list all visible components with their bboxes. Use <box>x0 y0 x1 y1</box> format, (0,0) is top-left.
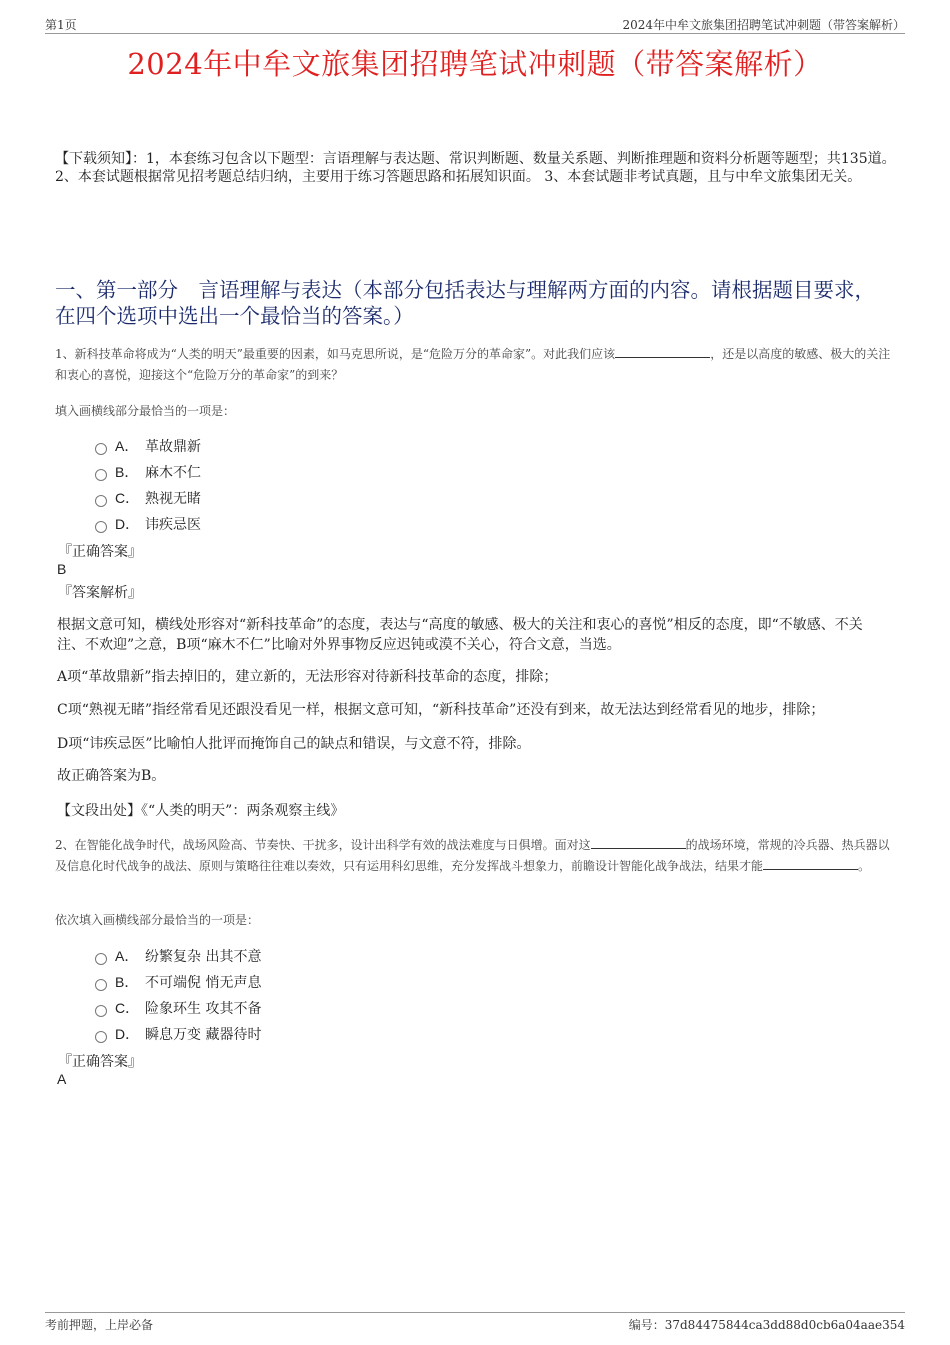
option-b[interactable] <box>95 459 201 485</box>
option-text: 险象环生 攻其不备 <box>145 1001 262 1017</box>
analysis-conclusion: 故正确答案为B。 <box>57 768 166 784</box>
radio-icon[interactable] <box>95 443 107 455</box>
radio-icon[interactable] <box>95 469 107 481</box>
option-letter: C． <box>115 1000 140 1016</box>
option-d[interactable] <box>95 511 201 537</box>
option-c[interactable] <box>95 995 261 1021</box>
option-text: 革故鼎新 <box>145 439 201 455</box>
question-2-instruction: 依次填入画横线部分最恰当的一项是： <box>55 913 260 927</box>
option-letter: B． <box>115 974 139 990</box>
footer-slogan: 考前押题，上岸必备 <box>45 1318 154 1332</box>
correct-answer-label: 『正确答案』 <box>58 1054 142 1070</box>
option-b[interactable] <box>95 969 261 995</box>
option-d[interactable] <box>95 1021 261 1047</box>
option-letter: D． <box>115 1026 140 1042</box>
radio-icon[interactable] <box>95 521 107 533</box>
text-source: 【文段出处】《“人类的明天”：两条观察主线》 <box>57 803 345 819</box>
question-2-stem-part-a: 2、在智能化战争时代，战场风险高、节奏快、干扰多，设计出科学有效的战法难度与日俱增。面对这 <box>55 838 591 852</box>
section-heading: 一、第一部分 言语理解与表达（本部分包括表达与理解两方面的内容。请根据题目要求，在四个选项中选出一个最恰当的答案。） <box>55 278 875 328</box>
answer-blank <box>763 857 858 870</box>
radio-icon[interactable] <box>95 1031 107 1043</box>
page-footer <box>45 1312 905 1332</box>
option-text: 麻木不仁 <box>145 465 201 481</box>
question-2-options <box>95 943 261 1047</box>
option-letter: A． <box>115 438 139 454</box>
question-1-stem-part-a: 1、新科技革命将成为“人类的明天”最重要的因素，如马克思所说，是“危险万分的革命家”。对此我们应该 <box>55 347 616 361</box>
document-title: 2024年中牟文旅集团招聘笔试冲刺题（带答案解析） <box>127 47 823 81</box>
radio-icon[interactable] <box>95 495 107 507</box>
page-number: 第1页 <box>45 18 77 32</box>
option-text: 瞬息万变 藏器待时 <box>145 1027 262 1043</box>
question-2-stem-part-b: 的战场环境，常规的冷兵器、热兵器以及信息化时代战争的战法、原则与策略往往难以奏效，只有运用科幻思维，充分发挥战斗想象力，前瞻设计智能化战争战法，结果才能 <box>55 838 890 873</box>
option-letter: B． <box>115 464 139 480</box>
option-a[interactable] <box>95 433 201 459</box>
correct-answer-label: 『正确答案』 <box>58 544 142 560</box>
option-a[interactable] <box>95 943 261 969</box>
download-notice: 【下载须知】：1，本套练习包含以下题型：言语理解与表达题、常识判断题、数量关系题、判断推理题和资料分析题等题型；共135道。 2、本套试题根据常见招考题总结归纳，主要用于练习答题思路和拓展知识面。 3、本套试题非考试真题，且与中牟文旅集团无关。 <box>55 151 896 185</box>
question-1-options <box>95 433 201 537</box>
option-text: 不可端倪 悄无声息 <box>145 975 262 991</box>
answer-blank <box>615 345 710 358</box>
option-text: 熟视无睹 <box>145 491 201 507</box>
header-doc-title: 2024年中牟文旅集团招聘笔试冲刺题（带答案解析） <box>622 18 905 32</box>
question-1-stem-part-b: ，还是以高度的敏感、极大的关注和衷心的喜悦，迎接这个“危险万分的革命家”的到来？ <box>55 347 891 382</box>
radio-icon[interactable] <box>95 979 107 991</box>
option-letter: C． <box>115 490 140 506</box>
option-text: 讳疾忌医 <box>145 517 201 533</box>
question-2-stem-part-c: 。 <box>858 859 871 873</box>
option-c[interactable] <box>95 485 201 511</box>
correct-answer: B <box>57 561 67 577</box>
answer-blank <box>591 836 686 849</box>
option-letter: A． <box>115 948 139 964</box>
question-2-stem <box>55 835 895 877</box>
document-id: 编号：37d84475844ca3dd88d0cb6a04aae354 <box>628 1318 905 1332</box>
option-letter: D． <box>115 516 140 532</box>
analysis-paragraph: A项“革故鼎新”指去掉旧的，建立新的，无法形容对待新科技革命的态度，排除； <box>57 669 558 685</box>
analysis-paragraph: C项“熟视无睹”指经常看见还跟没看见一样，根据文意可知，“新科技革命”还没有到来，故无法达到经常看见的地步，排除； <box>57 702 825 718</box>
question-1-instruction: 填入画横线部分最恰当的一项是： <box>55 404 236 418</box>
question-1-stem <box>55 344 895 386</box>
radio-icon[interactable] <box>95 953 107 965</box>
analysis-label: 『答案解析』 <box>58 585 142 601</box>
option-text: 纷繁复杂 出其不意 <box>145 949 262 965</box>
analysis-paragraph: 根据文意可知，横线处形容对“新科技革命”的态度，表达与“高度的敏感、极大的关注和衷心的喜悦”相反的态度，即“不敏感、不关注、不欢迎”之意，B项“麻木不仁”比喻对外界事物反应迟钝或漠不关心，符合文意，当选。 <box>57 617 863 653</box>
page-header <box>45 14 905 34</box>
radio-icon[interactable] <box>95 1005 107 1017</box>
analysis-paragraph: D项“讳疾忌医”比喻怕人批评而掩饰自己的缺点和错误，与文意不符，排除。 <box>57 736 531 752</box>
correct-answer: A <box>57 1071 67 1087</box>
